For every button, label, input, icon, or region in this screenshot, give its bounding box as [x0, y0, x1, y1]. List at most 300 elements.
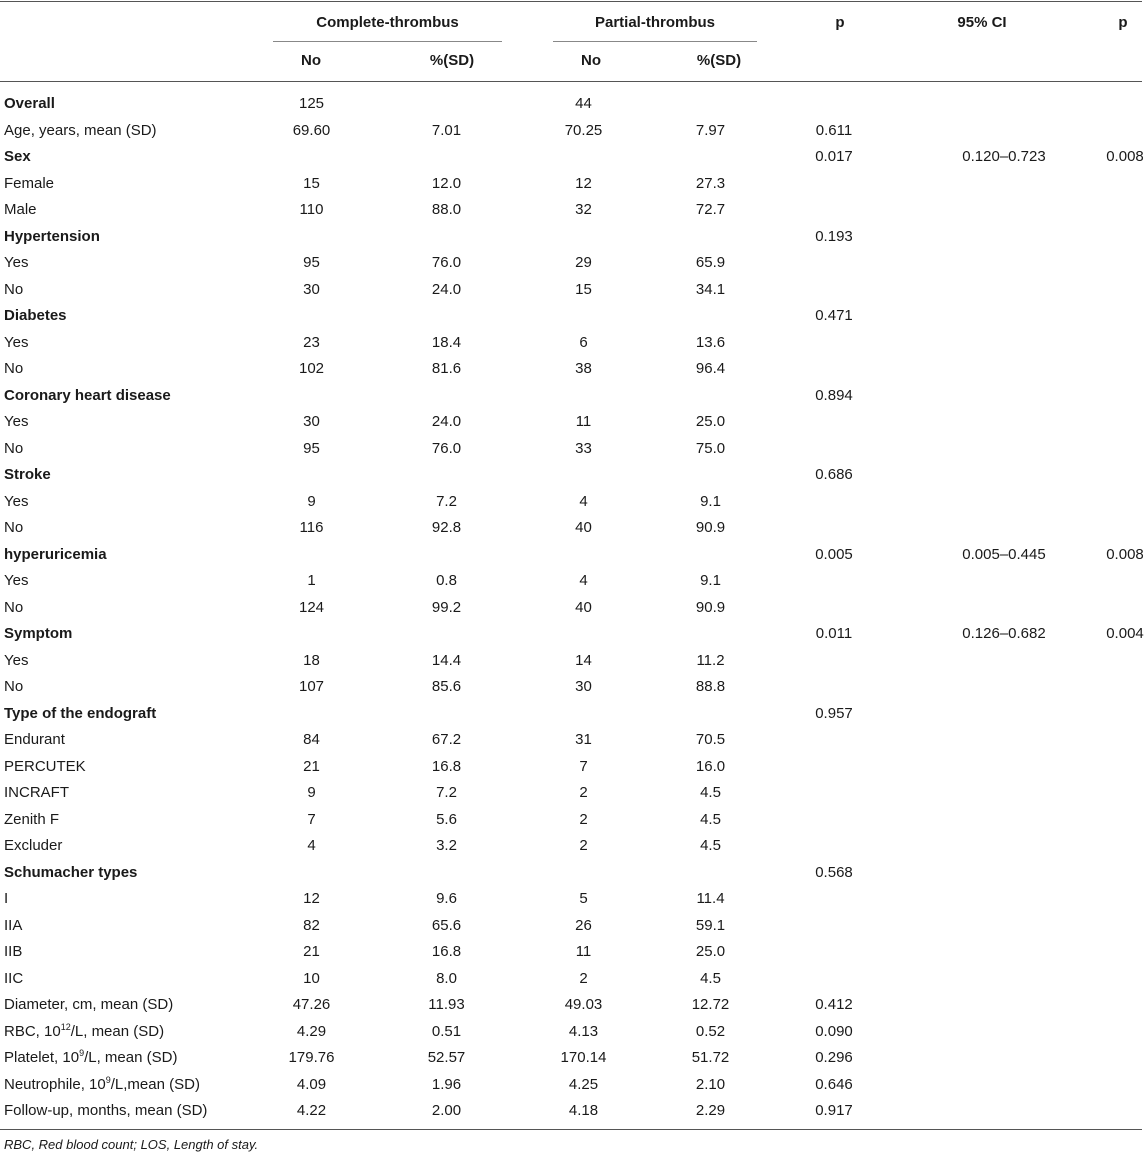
cell-partial-pct: 2.29: [695, 1102, 726, 1119]
cell-p-value-2: [1104, 860, 1146, 887]
cell-p-value-2: [1104, 489, 1146, 516]
cell-complete-no: 82: [303, 916, 320, 934]
cell-complete-no: 4.22: [296, 1102, 327, 1119]
cell-partial-no: 15: [575, 280, 592, 298]
cell-ci-95: 0.126–0.682: [962, 625, 1046, 642]
cell-p-value: [764, 356, 904, 383]
unit-exponent: 12: [60, 1021, 71, 1032]
cell-complete-no: 116: [299, 519, 324, 536]
cell-complete-no: 107: [298, 678, 325, 695]
row-label: [0, 595, 240, 622]
table-row: [0, 860, 1146, 887]
cell-complete-no: 1: [307, 572, 316, 589]
cell-complete-pct: 85.6: [431, 678, 462, 695]
cell-partial-pct: [657, 462, 764, 489]
cell-complete-pct: 14.4: [431, 651, 462, 669]
subheader-complete-no: No: [301, 52, 321, 69]
cell-p-value: [764, 913, 904, 940]
cell-p-value-2: [1104, 197, 1146, 224]
cell-complete-pct: [383, 462, 510, 489]
cell-p-value-2: [1104, 595, 1146, 622]
cell-complete-pct: 9.6: [436, 890, 457, 907]
cell-partial-pct: 65.9: [695, 254, 726, 271]
cell-partial-no: 26: [575, 916, 592, 934]
row-label: [0, 118, 240, 145]
row-label: [0, 621, 240, 648]
row-label: [0, 356, 240, 383]
table-row: [0, 542, 1146, 569]
cell-p-value-2: [1104, 568, 1146, 595]
cell-partial-pct: 7.97: [695, 121, 726, 139]
table-row: [0, 436, 1146, 463]
cell-p-value-2: [1104, 436, 1146, 463]
row-label: [0, 754, 240, 781]
cell-partial-pct: [657, 621, 764, 648]
cell-partial-no: 2: [579, 810, 588, 828]
cell-partial-pct: [657, 144, 764, 171]
cell-ci-95: [904, 674, 1104, 701]
table-row: [0, 489, 1146, 516]
cell-ci-95: 0.120–0.723: [962, 148, 1046, 165]
table-row: [0, 462, 1146, 489]
row-label: [0, 197, 240, 224]
cell-complete-pct: [383, 383, 510, 410]
cell-partial-no: [510, 144, 657, 171]
subheader-partial-no: No: [581, 52, 601, 69]
cell-complete-pct: 76.0: [431, 439, 462, 457]
complete-group-rule: [273, 41, 502, 42]
row-label: [0, 409, 240, 436]
cell-complete-pct: 76.0: [431, 254, 462, 271]
row-label: [0, 648, 240, 675]
table-row: [0, 780, 1146, 807]
cell-partial-pct: 72.7: [695, 201, 726, 218]
row-label: [0, 780, 240, 807]
cell-p-value-2: [1104, 409, 1146, 436]
cell-complete-no: 18: [303, 651, 320, 669]
row-label-text: Follow-up, months, mean (SD): [4, 1102, 208, 1119]
row-label-text: Sex: [4, 148, 31, 165]
cell-ci-95: [904, 807, 1104, 834]
subheader-complete-pct: %(SD): [429, 52, 475, 69]
cell-p-value-2: [1104, 807, 1146, 834]
table-row: [0, 356, 1146, 383]
row-label: [0, 436, 240, 463]
cell-complete-pct: 16.8: [431, 943, 462, 960]
row-label-text: Platelet, 10: [4, 1049, 80, 1066]
cell-p-value-2: [1104, 171, 1146, 198]
cell-partial-no: 31: [575, 731, 592, 748]
cell-partial-pct: 25.0: [695, 413, 726, 430]
cell-p-value-2: [1104, 701, 1146, 728]
cell-partial-no: 70.25: [564, 121, 603, 139]
row-label: [0, 992, 240, 1019]
table-row: [0, 621, 1146, 648]
table-row: [0, 303, 1146, 330]
cell-partial-pct: 16.0: [695, 757, 726, 775]
row-label-text: Yes: [4, 572, 29, 589]
cell-complete-no: 7: [307, 810, 316, 828]
cell-p-value: [764, 674, 904, 701]
cell-p-value-2: [1104, 939, 1146, 966]
cell-p-value: 0.471: [815, 307, 853, 324]
table-row: [0, 966, 1146, 993]
header-complete-thrombus: Complete-thrombus: [316, 14, 459, 31]
cell-complete-no: [240, 701, 383, 728]
row-label-text: No: [4, 439, 24, 457]
cell-partial-no: 38: [575, 360, 592, 377]
cell-complete-no: 30: [303, 413, 320, 430]
cell-complete-no: 10: [303, 969, 320, 987]
row-label-text: I: [4, 890, 9, 907]
cell-ci-95: [904, 118, 1104, 145]
cell-p-value: [764, 595, 904, 622]
cell-partial-no: 2: [579, 837, 588, 854]
table-row: [0, 992, 1146, 1019]
cell-p-value-2: [1104, 780, 1146, 807]
cell-p-value-2: [1104, 356, 1146, 383]
cell-p-value: [764, 409, 904, 436]
cell-partial-pct: 9.1: [700, 572, 721, 589]
cell-partial-pct: [657, 303, 764, 330]
cell-ci-95: [904, 1045, 1104, 1072]
cell-complete-pct: 8.0: [436, 969, 457, 987]
cell-p-value-2: 0.008: [1106, 148, 1144, 165]
cell-p-value: 0.646: [815, 1075, 853, 1093]
row-label: [0, 1098, 240, 1125]
cell-p-value-2: [1104, 992, 1146, 1019]
cell-complete-pct: [383, 303, 510, 330]
row-label-text: No: [4, 519, 24, 536]
table-row: [0, 1072, 1146, 1099]
cell-ci-95: [904, 1019, 1104, 1046]
cell-partial-no: 40: [575, 598, 592, 616]
cell-p-value: [764, 515, 904, 542]
row-label-text: IIA: [4, 916, 23, 934]
table-row: [0, 515, 1146, 542]
cell-complete-pct: 11.93: [428, 996, 465, 1013]
cell-p-value: [764, 807, 904, 834]
row-label-text: Stroke: [4, 466, 51, 483]
table-row: [0, 833, 1146, 860]
cell-complete-pct: 67.2: [431, 731, 462, 748]
cell-p-value: [764, 277, 904, 304]
cell-p-value-2: [1104, 674, 1146, 701]
cell-complete-no: [240, 224, 383, 251]
table-row: [0, 224, 1146, 251]
data-table: [0, 91, 1146, 1125]
cell-complete-no: 4.09: [296, 1075, 327, 1093]
cell-partial-no: 40: [575, 519, 592, 536]
header-partial-thrombus: Partial-thrombus: [594, 14, 715, 31]
row-label-text: IIB: [4, 943, 23, 960]
table-row: [0, 939, 1146, 966]
cell-p-value-2: [1104, 303, 1146, 330]
cell-partial-no: 2: [579, 969, 588, 987]
cell-partial-pct: [657, 383, 764, 410]
cell-partial-no: 2: [579, 784, 588, 801]
cell-ci-95: [904, 754, 1104, 781]
cell-p-value-2: [1104, 91, 1146, 118]
cell-complete-no: 9: [307, 784, 316, 801]
cell-p-value-2: [1104, 277, 1146, 304]
table-row: [0, 754, 1146, 781]
row-label: [0, 171, 240, 198]
cell-p-value: 0.917: [815, 1102, 853, 1119]
cell-complete-pct: 52.57: [427, 1049, 466, 1066]
row-label: [0, 966, 240, 993]
table-row: [0, 1019, 1146, 1046]
cell-partial-no: 29: [575, 254, 592, 271]
cell-ci-95: [904, 330, 1104, 357]
cell-p-value: [764, 648, 904, 675]
cell-partial-pct: 90.9: [695, 519, 726, 536]
cell-partial-no: 6: [579, 333, 588, 351]
row-label: [0, 939, 240, 966]
row-label: [0, 833, 240, 860]
cell-p-value: 0.017: [815, 148, 853, 165]
cell-p-value: 0.568: [815, 863, 853, 881]
cell-complete-pct: 24.0: [431, 280, 462, 298]
cell-complete-no: [240, 462, 383, 489]
cell-p-value: [764, 91, 904, 118]
table-row: [0, 674, 1146, 701]
row-label-text: No: [4, 678, 24, 695]
cell-complete-no: 21: [303, 757, 320, 775]
cell-p-value: 0.011: [815, 625, 853, 642]
table-row: [0, 1098, 1146, 1125]
cell-ci-95: [904, 568, 1104, 595]
cell-partial-no: 5: [579, 890, 588, 907]
row-label-text: Schumacher types: [4, 863, 138, 881]
row-label-text: Yes: [4, 413, 29, 430]
table-row: [0, 171, 1146, 198]
cell-partial-pct: 59.1: [695, 916, 726, 934]
cell-ci-95: [904, 1072, 1104, 1099]
cell-complete-pct: [383, 860, 510, 887]
cell-partial-pct: 4.5: [700, 784, 721, 801]
row-label: [0, 913, 240, 940]
cell-partial-pct: 88.8: [695, 678, 726, 695]
row-label: [0, 330, 240, 357]
row-label-text: PERCUTEK: [4, 757, 86, 775]
cell-partial-no: 14: [575, 651, 592, 669]
cell-ci-95: [904, 303, 1104, 330]
row-label-text: No: [4, 598, 24, 616]
cell-complete-no: [240, 144, 383, 171]
cell-ci-95: [904, 489, 1104, 516]
cell-partial-no: 4.18: [568, 1102, 599, 1119]
cell-p-value-2: [1104, 224, 1146, 251]
row-label-text: Neutrophile, 10: [4, 1075, 106, 1093]
partial-group-rule: [553, 41, 757, 42]
cell-p-value-2: [1104, 1098, 1146, 1125]
row-label-text: Coronary heart disease: [4, 386, 171, 404]
cell-partial-pct: 9.1: [700, 492, 721, 510]
cell-partial-pct: 51.72: [691, 1049, 730, 1066]
row-label-text: Yes: [4, 651, 29, 669]
cell-p-value-2: [1104, 250, 1146, 277]
row-label-suffix: /L,mean (SD): [110, 1075, 200, 1093]
top-rule: [0, 1, 1142, 2]
cell-complete-pct: [383, 91, 510, 118]
cell-partial-pct: 4.5: [700, 969, 721, 987]
cell-p-value: [764, 489, 904, 516]
cell-ci-95: 0.005–0.445: [962, 545, 1046, 563]
cell-complete-pct: 88.0: [431, 201, 462, 218]
cell-ci-95: [904, 197, 1104, 224]
row-label-text: Type of the endograft: [4, 704, 157, 722]
cell-complete-no: 95: [303, 254, 320, 271]
cell-complete-no: [240, 860, 383, 887]
cell-ci-95: [904, 171, 1104, 198]
cell-complete-no: 4: [307, 837, 316, 854]
cell-complete-pct: 92.8: [431, 519, 462, 536]
cell-complete-pct: 24.0: [431, 413, 462, 430]
cell-complete-no: 110: [299, 201, 324, 218]
table-row: [0, 701, 1146, 728]
bottom-rule: [0, 1129, 1142, 1130]
cell-complete-pct: 7.2: [436, 492, 457, 510]
cell-partial-pct: [657, 860, 764, 887]
row-label: [0, 860, 240, 887]
row-label-text: Symptom: [4, 625, 73, 642]
row-label: [0, 91, 240, 118]
cell-partial-no: 7: [579, 757, 588, 775]
cell-complete-pct: [383, 542, 510, 569]
cell-p-value: 0.894: [815, 386, 853, 404]
cell-complete-no: [240, 383, 383, 410]
cell-ci-95: [904, 727, 1104, 754]
cell-ci-95: [904, 648, 1104, 675]
cell-partial-no: [510, 224, 657, 251]
row-label: [0, 674, 240, 701]
cell-partial-pct: 25.0: [695, 943, 726, 960]
cell-p-value: 0.957: [815, 704, 853, 722]
cell-complete-no: [240, 303, 383, 330]
cell-partial-pct: 2.10: [695, 1075, 726, 1093]
cell-complete-pct: 16.8: [431, 757, 462, 775]
cell-complete-no: 102: [298, 360, 325, 377]
cell-partial-pct: 11.2: [696, 651, 725, 669]
cell-partial-pct: 75.0: [695, 439, 726, 457]
cell-partial-pct: [657, 542, 764, 569]
cell-complete-pct: 18.4: [431, 333, 462, 351]
cell-ci-95: [904, 939, 1104, 966]
cell-p-value: [764, 197, 904, 224]
table-row: [0, 727, 1146, 754]
cell-p-value: [764, 727, 904, 754]
table-row: [0, 807, 1146, 834]
cell-partial-no: 33: [575, 439, 592, 457]
cell-complete-pct: 3.2: [436, 837, 457, 854]
cell-complete-pct: [383, 144, 510, 171]
cell-partial-pct: [657, 224, 764, 251]
cell-p-value: 0.412: [815, 996, 853, 1013]
cell-p-value-2: [1104, 913, 1146, 940]
cell-complete-pct: [383, 224, 510, 251]
cell-ci-95: [904, 436, 1104, 463]
cell-partial-no: 44: [575, 95, 592, 112]
cell-partial-no: [510, 383, 657, 410]
cell-partial-pct: 12.72: [691, 996, 730, 1013]
cell-ci-95: [904, 701, 1104, 728]
table-row: [0, 118, 1146, 145]
row-label: [0, 515, 240, 542]
cell-p-value: 0.005: [815, 545, 853, 563]
cell-p-value-2: [1104, 1045, 1146, 1072]
row-label-text: No: [4, 360, 24, 377]
cell-partial-no: 49.03: [564, 996, 603, 1013]
header-95-ci: 95% CI: [957, 14, 1007, 31]
cell-p-value-2: [1104, 1019, 1146, 1046]
cell-ci-95: [904, 860, 1104, 887]
cell-p-value: [764, 886, 904, 913]
cell-p-value-2: [1104, 118, 1146, 145]
cell-p-value-2: [1104, 833, 1146, 860]
row-label-text: Yes: [4, 492, 29, 510]
cell-p-value: 0.611: [815, 121, 853, 139]
cell-partial-no: 4: [579, 492, 588, 510]
row-label-text: Diabetes: [4, 307, 67, 324]
row-label-text: Age, years, mean (SD): [4, 121, 157, 139]
cell-ci-95: [904, 356, 1104, 383]
cell-complete-pct: 81.6: [431, 360, 462, 377]
cell-ci-95: [904, 515, 1104, 542]
cell-partial-no: [510, 860, 657, 887]
row-label-text: No: [4, 280, 24, 298]
cell-complete-no: [240, 621, 383, 648]
cell-p-value-2: [1104, 330, 1146, 357]
cell-partial-pct: 96.4: [695, 360, 726, 377]
cell-partial-pct: 0.52: [695, 1022, 726, 1040]
cell-partial-pct: 90.9: [695, 598, 726, 616]
row-label: [0, 250, 240, 277]
cell-p-value-2: [1104, 1072, 1146, 1099]
cell-p-value-2: [1104, 515, 1146, 542]
cell-complete-no: 12: [303, 890, 320, 907]
row-label-text: Hypertension: [4, 227, 100, 245]
cell-ci-95: [904, 462, 1104, 489]
cell-ci-95: [904, 250, 1104, 277]
row-label: [0, 701, 240, 728]
cell-ci-95: [904, 224, 1104, 251]
cell-partial-no: 4: [579, 572, 588, 589]
cell-partial-pct: [657, 91, 764, 118]
cell-p-value: 0.686: [815, 466, 853, 483]
table-row: [0, 913, 1146, 940]
cell-complete-pct: 7.01: [431, 121, 462, 139]
cell-p-value-2: [1104, 462, 1146, 489]
row-label: [0, 727, 240, 754]
cell-complete-no: 4.29: [296, 1022, 327, 1040]
cell-p-value: [764, 250, 904, 277]
cell-complete-no: 47.26: [292, 996, 331, 1013]
cell-p-value: [764, 171, 904, 198]
cell-ci-95: [904, 780, 1104, 807]
cell-partial-no: 170.14: [560, 1049, 607, 1066]
cell-complete-no: 23: [303, 333, 320, 351]
row-label: [0, 568, 240, 595]
cell-complete-no: 9: [307, 492, 316, 510]
cell-partial-no: 12: [575, 174, 592, 192]
cell-partial-no: [510, 542, 657, 569]
cell-p-value: [764, 939, 904, 966]
cell-complete-pct: 5.6: [436, 810, 457, 828]
row-label-suffix: /L, mean (SD): [70, 1022, 165, 1040]
row-label-text: Male: [4, 201, 37, 218]
cell-p-value: [764, 780, 904, 807]
